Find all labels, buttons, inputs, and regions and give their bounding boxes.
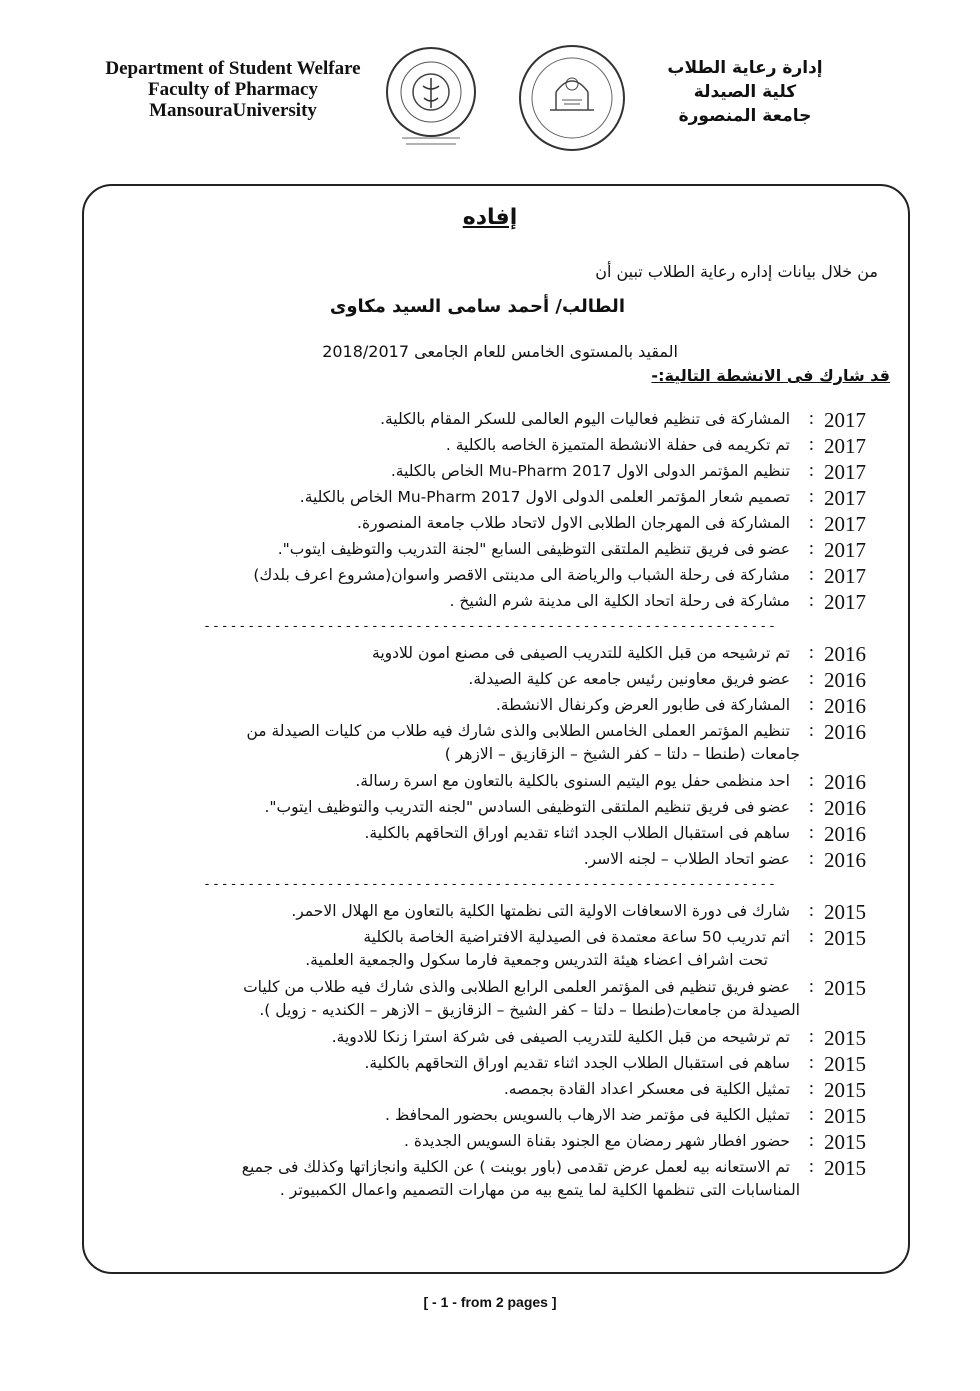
activity-row: 2015 : تمثيل الكلية فى مؤتمر ضد الارهاب بالسويس بحضور المحافظ .: [90, 1104, 880, 1130]
activity-year: 2016: [824, 822, 866, 846]
activity-text: مشاركة فى رحلة الشباب والرياضة الى مدينتى الاقصر واسوان(مشروع اعرف بلدك): [253, 566, 790, 584]
activity-row: 2015 : تم ترشيحه من قبل الكلية للتدريب الصيفى فى شركة استرا زنكا للادوية.: [90, 1026, 880, 1052]
activity-text: المشاركة فى تنظيم فعاليات اليوم العالمى للسكر المقام بالكلية.: [380, 410, 790, 428]
activity-year: 2016: [824, 694, 866, 718]
department-name-en: Department of Student Welfare: [105, 58, 361, 79]
activity-row: 2017 : المشاركة فى المهرجان الطلابى الاول لاتحاد طلاب جامعة المنصورة.: [90, 512, 880, 538]
section-separator: -----------------------------------------------------------------: [203, 619, 777, 634]
activity-row: 2016 : المشاركة فى طابور العرض وكرنفال الانشطة.: [90, 694, 880, 720]
activity-text: تم تكريمه فى حفلة الانشطة المتميزة الخاصه بالكلية .: [445, 436, 790, 454]
activity-year: 2016: [824, 848, 866, 872]
activity-year: 2015: [824, 1104, 866, 1128]
activity-row: 2015 : عضو فريق تنظيم فى المؤتمر العلمى الرابع الطلابى والذى شارك فيه طلاب من كليات: [90, 976, 880, 1002]
activity-year: 2015: [824, 1078, 866, 1102]
activity-year: 2017: [824, 460, 866, 484]
activity-row: 2016 : تم ترشيحه من قبل الكلية للتدريب الصيفى فى مصنع امون للادوية: [90, 642, 880, 668]
activity-row: 2017 : تنظيم المؤتمر الدولى الاول Mu-Pharm 2017 الخاص بالكلية.: [90, 460, 880, 486]
activity-text: مشاركة فى رحلة اتحاد الكلية الى مدينة شرم الشيخ .: [449, 592, 790, 610]
activity-row: 2015 : حضور افطار شهر رمضان مع الجنود بقناة السويس الجديدة .: [90, 1130, 880, 1156]
department-name-ar: إدارة رعاية الطلاب: [667, 58, 823, 78]
activity-year: 2017: [824, 512, 866, 536]
activity-text: اتم تدريب 50 ساعة معتمدة فى الصيدلية الافتراضية الخاصة بالكلية: [363, 928, 790, 946]
activity-year: 2017: [824, 486, 866, 510]
student-name: الطالب/ أحمد سامى السيد مكاوى: [329, 296, 625, 317]
activity-row: 2016 : احد منظمى حفل يوم اليتيم السنوى بالكلية بالتعاون مع اسرة رسالة.: [90, 770, 880, 796]
document-title: إفاده: [462, 205, 518, 230]
activity-year: 2015: [824, 1130, 866, 1154]
activity-year: 2016: [824, 770, 866, 794]
activity-text: ساهم فى استقبال الطلاب الجدد اثناء تقديم اوراق التحاقهم بالكلية.: [364, 824, 790, 842]
activity-text: عضو اتحاد الطلاب – لجنه الاسر.: [583, 850, 790, 868]
activity-year: 2016: [824, 796, 866, 820]
activities-heading: قد شارك فى الانشطة التالية:-: [651, 366, 890, 385]
activity-text: تنظيم المؤتمر العملى الخامس الطلابى والذى شارك فيه طلاب من كليات الصيدلة من: [246, 722, 790, 740]
activity-year: 2015: [824, 976, 866, 1000]
activity-text: تمثيل الكلية فى مؤتمر ضد الارهاب بالسويس بحضور المحافظ .: [385, 1106, 790, 1124]
activity-text: احد منظمى حفل يوم اليتيم السنوى بالكلية بالتعاون مع اسرة رسالة.: [355, 772, 790, 790]
activity-text: تصميم شعار المؤتمر العلمى الدولى الاول Mu-Pharm 2017 الخاص بالكلية.: [299, 488, 790, 506]
activity-text: تنظيم المؤتمر الدولى الاول Mu-Pharm 2017 الخاص بالكلية.: [390, 462, 790, 480]
header-arabic: [640, 56, 850, 128]
university-seal-logo: [512, 40, 632, 155]
activity-text: تمثيل الكلية فى معسكر اعداد القادة بجمصه.: [503, 1080, 790, 1098]
activity-year: 2016: [824, 720, 866, 744]
activity-year: 2017: [824, 408, 866, 432]
activity-year: 2015: [824, 926, 866, 950]
activity-text: عضو فى فريق تنظيم الملتقى التوظيفى السادس "لجنه التدريب والتوظيف ايتوب".: [264, 798, 790, 816]
faculty-seal-logo: [382, 34, 480, 154]
activity-row: 2015 : ساهم فى استقبال الطلاب الجدد اثناء تقديم اوراق التحاقهم بالكلية.: [90, 1052, 880, 1078]
faculty-name-en: Faculty of Pharmacy: [148, 79, 318, 100]
section-separator: -----------------------------------------------------------------: [203, 877, 777, 892]
page-number-label: [ - 1 - from 2 pages ]: [423, 1294, 557, 1310]
activity-text: المشاركة فى طابور العرض وكرنفال الانشطة.: [495, 696, 790, 714]
activity-text-continuation: تحت اشراف اعضاء هيئة التدريس وجمعية فارما سكول والجمعية العلمية.: [305, 951, 768, 969]
activity-row: 2017 : مشاركة فى رحلة الشباب والرياضة الى مدينتى الاقصر واسوان(مشروع اعرف بلدك): [90, 564, 880, 590]
activity-year: 2017: [824, 434, 866, 458]
activity-row: 2016 : ساهم فى استقبال الطلاب الجدد اثناء تقديم اوراق التحاقهم بالكلية.: [90, 822, 880, 848]
activity-row: 2015 : اتم تدريب 50 ساعة معتمدة فى الصيدلية الافتراضية الخاصة بالكلية: [90, 926, 880, 952]
activity-text: شارك فى دورة الاسعافات الاولية التى نظمتها الكلية بالتعاون مع الهلال الاحمر.: [291, 902, 790, 920]
activity-text: حضور افطار شهر رمضان مع الجنود بقناة السويس الجديدة .: [404, 1132, 790, 1150]
activity-row: 2016 : عضو فى فريق تنظيم الملتقى التوظيفى السادس "لجنه التدريب والتوظيف ايتوب".: [90, 796, 880, 822]
activity-text: تم ترشيحه من قبل الكلية للتدريب الصيفى فى مصنع امون للادوية: [372, 644, 790, 662]
activity-year: 2016: [824, 668, 866, 692]
activity-row: 2017 : تصميم شعار المؤتمر العلمى الدولى الاول Mu-Pharm 2017 الخاص بالكلية.: [90, 486, 880, 512]
activity-row: 2016 : تنظيم المؤتمر العملى الخامس الطلابى والذى شارك فيه طلاب من كليات الصيدلة من: [90, 720, 880, 746]
activity-year: 2015: [824, 900, 866, 924]
university-name-ar: جامعة المنصورة: [678, 106, 812, 126]
intro-line: من خلال بيانات إداره رعاية الطلاب تبين أن: [595, 262, 878, 281]
activity-text: عضو فريق تنظيم فى المؤتمر العلمى الرابع الطلابى والذى شارك فيه طلاب من كليات: [243, 978, 790, 996]
activity-row: 2017 : عضو فى فريق تنظيم الملتقى التوظيفى السابع "لجنة التدريب والتوظيف ايتوب".: [90, 538, 880, 564]
activity-row: 2017 : مشاركة فى رحلة اتحاد الكلية الى مدينة شرم الشيخ .: [90, 590, 880, 616]
activity-year: 2015: [824, 1026, 866, 1050]
student-level: المقيد بالمستوى الخامس للعام الجامعى 2018/2017: [322, 342, 678, 361]
activity-text: تم الاستعانه بيه لعمل عرض تقدمى (باور بوينت ) عن الكلية وانجازاتها وكذلك فى جميع: [241, 1158, 790, 1176]
activity-row: 2015 : تم الاستعانه بيه لعمل عرض تقدمى (باور بوينت ) عن الكلية وانجازاتها وكذلك فى جميع: [90, 1156, 880, 1182]
activity-text: ساهم فى استقبال الطلاب الجدد اثناء تقديم اوراق التحاقهم بالكلية.: [364, 1054, 790, 1072]
activity-text-continuation: جامعات (طنطا – دلتا – كفر الشيخ – الزقازيق – الازهر ): [444, 745, 800, 763]
activity-year: 2017: [824, 564, 866, 588]
activity-row: 2015 : تمثيل الكلية فى معسكر اعداد القادة بجمصه.: [90, 1078, 880, 1104]
activity-row: 2016 : عضو فريق معاونين رئيس جامعه عن كلية الصيدلة.: [90, 668, 880, 694]
activity-text: تم ترشيحه من قبل الكلية للتدريب الصيفى فى شركة استرا زنكا للادوية.: [331, 1028, 790, 1046]
activity-year: 2015: [824, 1052, 866, 1076]
activity-text-continuation: المناسابات التى تنظمها الكلية لما يتمع بيه من مهارات التصميم واعمال الكمبيوتر .: [279, 1181, 800, 1199]
header-english: [88, 58, 378, 121]
faculty-name-ar: كلية الصيدلة: [693, 82, 797, 102]
activity-year: 2016: [824, 642, 866, 666]
activity-text: عضو فى فريق تنظيم الملتقى التوظيفى السابع "لجنة التدريب والتوظيف ايتوب".: [277, 540, 790, 558]
activity-text: المشاركة فى المهرجان الطلابى الاول لاتحاد طلاب جامعة المنصورة.: [357, 514, 790, 532]
activity-text-continuation: الصيدلة من جامعات(طنطا – دلتا – كفر الشيخ – الزقازيق – الازهر – الكنديه - زويل ).: [259, 1001, 800, 1019]
activity-year: 2015: [824, 1156, 866, 1180]
activity-row: 2016 : عضو اتحاد الطلاب – لجنه الاسر.: [90, 848, 880, 874]
activity-row: 2017 : المشاركة فى تنظيم فعاليات اليوم العالمى للسكر المقام بالكلية.: [90, 408, 880, 434]
university-name-en: MansouraUniversity: [149, 100, 317, 121]
activity-text: عضو فريق معاونين رئيس جامعه عن كلية الصيدلة.: [468, 670, 790, 688]
activity-year: 2017: [824, 538, 866, 562]
activity-row: 2015 : شارك فى دورة الاسعافات الاولية التى نظمتها الكلية بالتعاون مع الهلال الاحمر.: [90, 900, 880, 926]
activity-year: 2017: [824, 590, 866, 614]
activity-row: 2017 : تم تكريمه فى حفلة الانشطة المتميزة الخاصه بالكلية .: [90, 434, 880, 460]
